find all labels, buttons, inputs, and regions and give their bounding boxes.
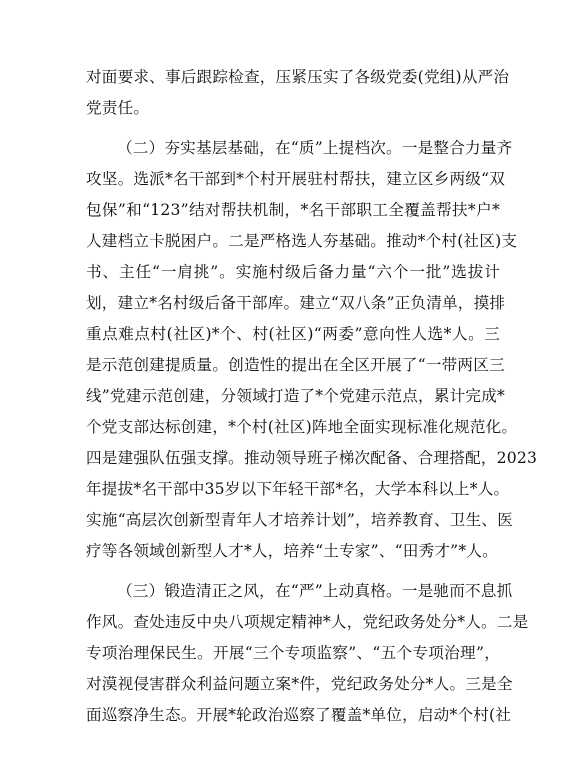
text-line: 攻坚。选派*名干部到*个村开展驻村帮扶，建立区乡两级“双 [86,170,506,188]
paragraph-2 [86,133,538,567]
paragraph-gap [86,124,500,133]
text-line: 年提拔*名干部中35岁以下年轻干部*名，大学本科以上*人。 [86,480,510,498]
text-line: 人建档立卡脱困户。二是严格选人夯基础。推动*个村(社区)支 [86,232,518,250]
text-line: 党责任。 [86,99,150,117]
paragraph-heading-line: （三）锻造清正之风，在“严”上动真格。一是驰而不息抓 [117,582,513,600]
paragraph-3 [86,576,529,731]
paragraph-gap [86,567,500,576]
text-line: 专项治理保民生。开展“三个专项监察”、“五个专项治理”， [86,644,500,662]
text-line: 是示范创建提质量。创造性的提出在全区开展了“一带两区三 [86,356,505,374]
document-page [86,62,538,731]
text-line: 实施“高层次创新型青年人才培养计划”，培养教育、卫生、医 [86,511,513,529]
text-line: 对面要求、事后跟踪检查，压紧压实了各级党委(党组)从严治 [86,68,510,86]
text-line: 个党支部达标创建，*个村(社区)阵地全面实现标准化规范化。 [86,418,518,436]
text-line: 包保”和“123”结对帮扶机制，*名干部职工全覆盖帮扶*户* [86,201,500,219]
paragraph-1 [86,62,510,124]
text-line: 重点难点村(社区)*个、村(社区)“两委”意向性人选*人。三 [86,325,500,343]
text-line: 四是建强队伍强支撑。推动领导班子梯次配备、合理搭配，2023 [86,449,538,467]
text-line: 划，建立*名村级后备干部库。建立“双八条”正负清单，摸排 [86,294,506,312]
text-line: 疗等各领域创新型人才*人，培养“土专家”、“田秀才”*人。 [86,542,498,560]
text-line: 书、主任“一肩挑”。实施村级后备力量“六个一批”选拔计 [86,263,500,281]
text-line: 线”党建示范创建，分领域打造了*个党建示范点，累计完成* [86,387,506,405]
text-line: 对漠视侵害群众利益问题立案*件，党纪政务处分*人。三是全 [86,675,513,693]
paragraph-heading-line: （二）夯实基层基础，在“质”上提档次。一是整合力量齐 [117,139,513,157]
text-line: 面巡察净生态。开展*轮政治巡察了覆盖*单位，启动*个村(社 [86,706,512,724]
text-line: 作风。查处违反中央八项规定精神*人，党纪政务处分*人。二是 [86,613,529,631]
